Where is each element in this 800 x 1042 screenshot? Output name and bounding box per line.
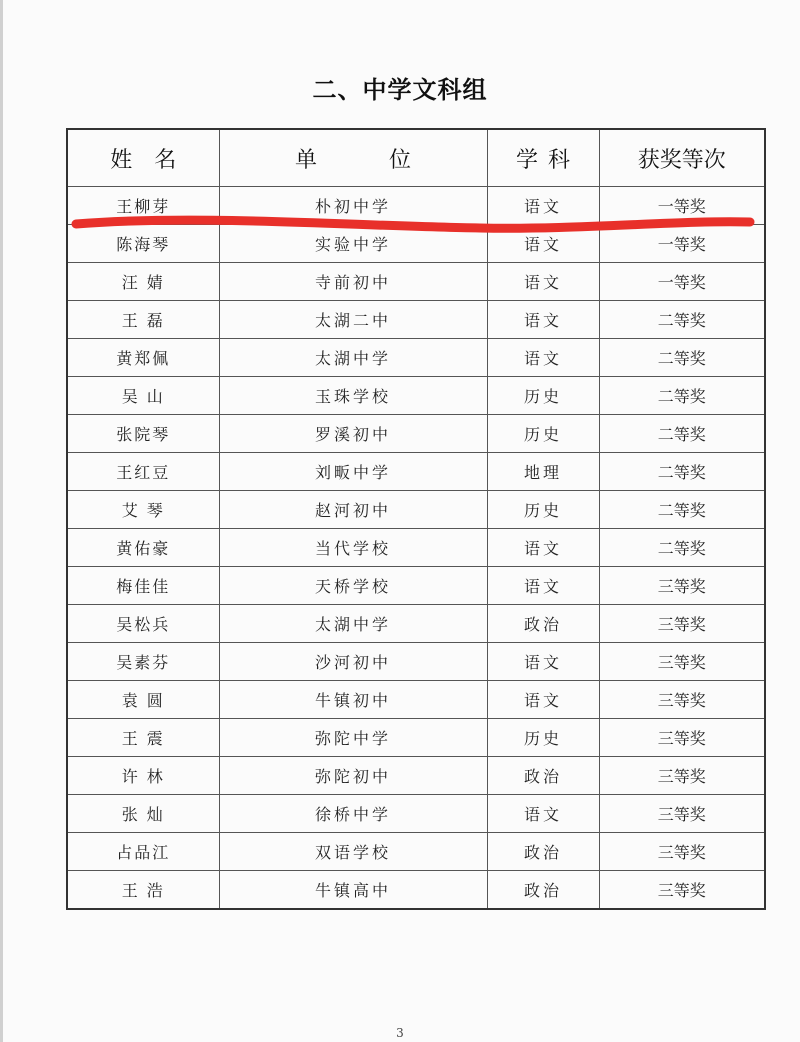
name-cell: 王柳芽 [67,187,219,225]
unit-cell: 弥陀初中 [219,757,487,795]
award-cell: 三等奖 [599,605,765,643]
table-row [67,263,765,301]
table-row [67,795,765,833]
page-number: 3 [396,1026,404,1040]
name-cell: 吴松兵 [67,605,219,643]
award-cell: 三等奖 [599,795,765,833]
table-row [67,567,765,605]
award-cell: 三等奖 [599,567,765,605]
name-cell: 袁 圆 [67,681,219,719]
subject-cell: 语文 [487,567,599,605]
header-unit: 单位 [219,129,487,187]
unit-cell: 天桥学校 [219,567,487,605]
name-cell: 吴素芬 [67,643,219,681]
name-cell: 梅佳佳 [67,567,219,605]
award-cell: 二等奖 [599,529,765,567]
name-cell: 艾 琴 [67,491,219,529]
award-cell: 二等奖 [599,377,765,415]
unit-cell: 刘畈中学 [219,453,487,491]
award-cell: 三等奖 [599,833,765,871]
subject-cell: 语文 [487,301,599,339]
subject-cell: 语文 [487,225,599,263]
unit-cell: 玉珠学校 [219,377,487,415]
unit-cell: 沙河初中 [219,643,487,681]
unit-cell: 太湖二中 [219,301,487,339]
table-row [67,757,765,795]
award-cell: 三等奖 [599,643,765,681]
name-cell: 许 林 [67,757,219,795]
unit-cell: 朴初中学 [219,187,487,225]
subject-cell: 语文 [487,339,599,377]
subject-cell: 政治 [487,605,599,643]
subject-cell: 历史 [487,415,599,453]
unit-cell: 徐桥中学 [219,795,487,833]
subject-cell: 历史 [487,719,599,757]
table-row [67,491,765,529]
table-row [67,871,765,910]
name-cell: 吴 山 [67,377,219,415]
award-cell: 三等奖 [599,871,765,910]
table-header-row [67,129,765,187]
award-cell: 三等奖 [599,757,765,795]
subject-cell: 语文 [487,643,599,681]
name-cell: 汪 婧 [67,263,219,301]
unit-cell: 双语学校 [219,833,487,871]
award-cell: 二等奖 [599,491,765,529]
table-row [67,187,765,225]
subject-cell: 政治 [487,871,599,910]
name-cell: 黄佑豪 [67,529,219,567]
subject-cell: 语文 [487,263,599,301]
page-edge-shadow [0,0,3,1042]
table-row [67,681,765,719]
section-title: 二、中学文科组 [312,76,488,104]
award-cell: 二等奖 [599,301,765,339]
subject-cell: 政治 [487,833,599,871]
unit-cell: 寺前初中 [219,263,487,301]
name-cell: 王 磊 [67,301,219,339]
table-row [67,529,765,567]
unit-cell: 罗溪初中 [219,415,487,453]
award-cell: 三等奖 [599,719,765,757]
award-cell: 三等奖 [599,681,765,719]
name-cell: 张院琴 [67,415,219,453]
award-cell: 二等奖 [599,339,765,377]
name-cell: 王 浩 [67,871,219,910]
unit-cell: 实验中学 [219,225,487,263]
header-award: 获奖等次 [599,129,765,187]
subject-cell: 历史 [487,491,599,529]
unit-cell: 当代学校 [219,529,487,567]
name-cell: 陈海琴 [67,225,219,263]
award-cell: 二等奖 [599,453,765,491]
header-name: 姓名 [67,129,219,187]
subject-cell: 语文 [487,795,599,833]
unit-cell: 太湖中学 [219,605,487,643]
unit-cell: 牛镇高中 [219,871,487,910]
table-row [67,453,765,491]
table-row [67,415,765,453]
subject-cell: 语文 [487,529,599,567]
subject-cell: 历史 [487,377,599,415]
name-cell: 黄郑佩 [67,339,219,377]
table-row [67,605,765,643]
unit-cell: 赵河初中 [219,491,487,529]
name-cell: 王红豆 [67,453,219,491]
award-cell: 一等奖 [599,225,765,263]
award-cell: 一等奖 [599,263,765,301]
table-row [67,377,765,415]
table-row [67,225,765,263]
unit-cell: 牛镇初中 [219,681,487,719]
table-row [67,339,765,377]
table-row [67,833,765,871]
table-row [67,643,765,681]
subject-cell: 地理 [487,453,599,491]
subject-cell: 语文 [487,187,599,225]
header-subject: 学科 [487,129,599,187]
award-cell: 二等奖 [599,415,765,453]
name-cell: 王 震 [67,719,219,757]
unit-cell: 太湖中学 [219,339,487,377]
table-row [67,719,765,757]
subject-cell: 语文 [487,681,599,719]
table-row [67,301,765,339]
award-cell: 一等奖 [599,187,765,225]
name-cell: 占品江 [67,833,219,871]
awards-table [66,128,766,910]
table-body [67,187,765,910]
subject-cell: 政治 [487,757,599,795]
name-cell: 张 灿 [67,795,219,833]
unit-cell: 弥陀中学 [219,719,487,757]
